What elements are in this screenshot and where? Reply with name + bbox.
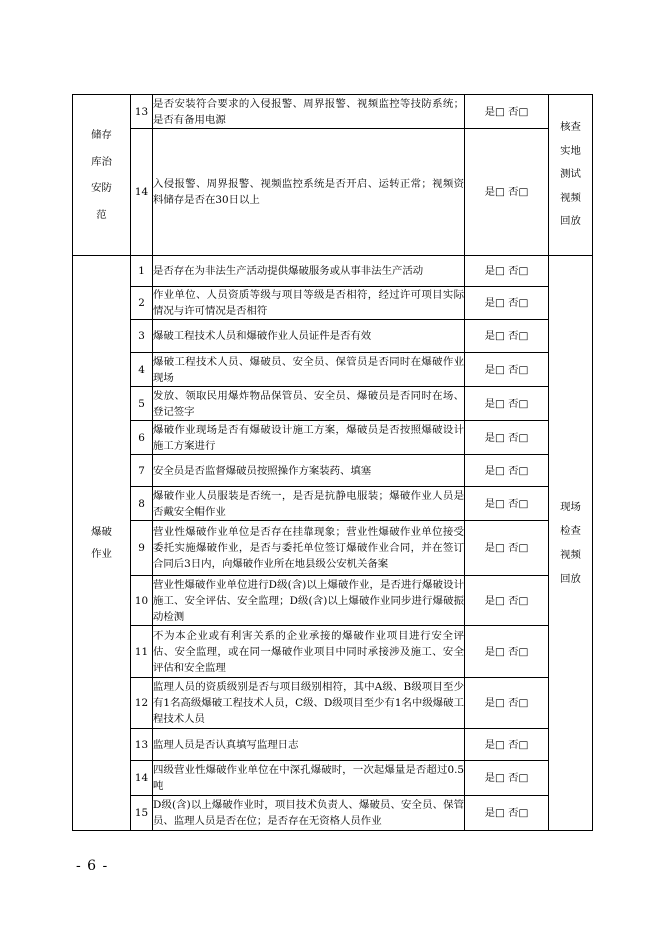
- yes-no-checkbox[interactable]: 是□ 否□: [465, 95, 549, 129]
- yes-no-checkbox[interactable]: 是□ 否□: [465, 421, 549, 455]
- yes-no-checkbox[interactable]: 是□ 否□: [465, 129, 549, 256]
- check-item: 爆破工程技术人员、爆破员、安全员、保管员是否同时在爆破作业现场: [153, 353, 465, 387]
- table-row: [73, 455, 593, 487]
- row-number: 1: [131, 256, 153, 287]
- table-row: [73, 521, 593, 576]
- yes-no-checkbox[interactable]: 是□ 否□: [465, 761, 549, 796]
- yes-no-checkbox[interactable]: 是□ 否□: [465, 353, 549, 387]
- check-item: D级(含)以上爆破作业时，项目技术负责人、爆破员、安全员、保管员、监理人员是否在位；是否存在无资格人员作业: [153, 796, 465, 831]
- row-number: 13: [131, 729, 153, 761]
- yes-no-checkbox[interactable]: 是□ 否□: [465, 576, 549, 626]
- yes-no-checkbox[interactable]: 是□ 否□: [465, 256, 549, 287]
- yes-no-checkbox[interactable]: 是□ 否□: [465, 387, 549, 421]
- row-number: 7: [131, 455, 153, 487]
- row-number: 4: [131, 353, 153, 387]
- check-item: 营业性爆破作业单位进行D级(含)以上爆破作业，是否进行爆破设计施工、安全评估、安全监理；D级(含)以上爆破作业同步进行爆破振动检测: [153, 576, 465, 626]
- check-item: 营业性爆破作业单位是否存在挂靠现象；营业性爆破作业单位接受委托实施爆破作业，是否与委托单位签订爆破作业合同，并在签订合同后3日内，向爆破作业所在地县级公安机关备案: [153, 521, 465, 576]
- inspection-checklist-table: [72, 94, 593, 831]
- check-item: 不为本企业或有利害关系的企业承接的爆破作业项目进行安全评估、安全监理，或在同一爆破作业项目中同时承接涉及施工、安全评估和安全监理: [153, 626, 465, 678]
- check-item: 发放、领取民用爆炸物品保管员、安全员、爆破员是否同时在场、登记签字: [153, 387, 465, 421]
- row-number: 6: [131, 421, 153, 455]
- table-row: [73, 421, 593, 455]
- yes-no-checkbox[interactable]: 是□ 否□: [465, 487, 549, 521]
- table-row: [73, 129, 593, 256]
- table-row: [73, 487, 593, 521]
- table-row: [73, 256, 593, 287]
- check-item: 监理人员是否认真填写监理日志: [153, 729, 465, 761]
- table-row: [73, 626, 593, 678]
- table-row: [73, 796, 593, 831]
- yes-no-checkbox[interactable]: 是□ 否□: [465, 320, 549, 353]
- check-item: 爆破作业现场是否有爆破设计施工方案，爆破员是否按照爆破设计施工方案进行: [153, 421, 465, 455]
- table-row: [73, 387, 593, 421]
- check-item: 四级营业性爆破作业单位在中深孔爆破时，一次起爆量是否超过0.5吨: [153, 761, 465, 796]
- row-number: 12: [131, 678, 153, 729]
- row-number: 13: [131, 95, 153, 129]
- check-item: 是否存在为非法生产活动提供爆破服务或从事非法生产活动: [153, 256, 465, 287]
- category-cell: 爆破 作业: [73, 256, 131, 831]
- check-item: 安全员是否监督爆破员按照操作方案装药、填塞: [153, 455, 465, 487]
- method-cell: 现场 检查 视频 回放: [549, 256, 593, 831]
- row-number: 3: [131, 320, 153, 353]
- row-number: 15: [131, 796, 153, 831]
- method-cell: 核查 实地 测试 视频 回放: [549, 95, 593, 256]
- check-item: 是否安装符合要求的入侵报警、周界报警、视频监控等技防系统；是否有备用电源: [153, 95, 465, 129]
- table-row: [73, 320, 593, 353]
- table-row: [73, 95, 593, 129]
- row-number: 11: [131, 626, 153, 678]
- row-number: 8: [131, 487, 153, 521]
- row-number: 5: [131, 387, 153, 421]
- yes-no-checkbox[interactable]: 是□ 否□: [465, 521, 549, 576]
- row-number: 2: [131, 287, 153, 320]
- check-item: 作业单位、人员资质等级与项目等级是否相符，经过许可项目实际情况与许可情况是否相符: [153, 287, 465, 320]
- table-row: [73, 729, 593, 761]
- yes-no-checkbox[interactable]: 是□ 否□: [465, 678, 549, 729]
- table-row: [73, 353, 593, 387]
- yes-no-checkbox[interactable]: 是□ 否□: [465, 455, 549, 487]
- category-cell: 储存 库治 安防 范: [73, 95, 131, 256]
- yes-no-checkbox[interactable]: 是□ 否□: [465, 626, 549, 678]
- page-number: - 6 -: [76, 858, 109, 874]
- row-number: 10: [131, 576, 153, 626]
- table-row: [73, 576, 593, 626]
- check-item: 监理人员的资质级别是否与项目级别相符，其中A级、B级项目至少有1名高级爆破工程技术人员，C级、D级项目至少有1名中级爆破工程技术人员: [153, 678, 465, 729]
- check-item: 爆破工程技术人员和爆破作业人员证件是否有效: [153, 320, 465, 353]
- table-row: [73, 761, 593, 796]
- row-number: 14: [131, 761, 153, 796]
- yes-no-checkbox[interactable]: 是□ 否□: [465, 729, 549, 761]
- check-item: 爆破作业人员服装是否统一，是否是抗静电服装；爆破作业人员是否戴安全帽作业: [153, 487, 465, 521]
- table-row: [73, 678, 593, 729]
- row-number: 9: [131, 521, 153, 576]
- yes-no-checkbox[interactable]: 是□ 否□: [465, 796, 549, 831]
- row-number: 14: [131, 129, 153, 256]
- table-row: [73, 287, 593, 320]
- yes-no-checkbox[interactable]: 是□ 否□: [465, 287, 549, 320]
- check-item: 入侵报警、周界报警、视频监控系统是否开启、运转正常；视频资料储存是否在30日以上: [153, 129, 465, 256]
